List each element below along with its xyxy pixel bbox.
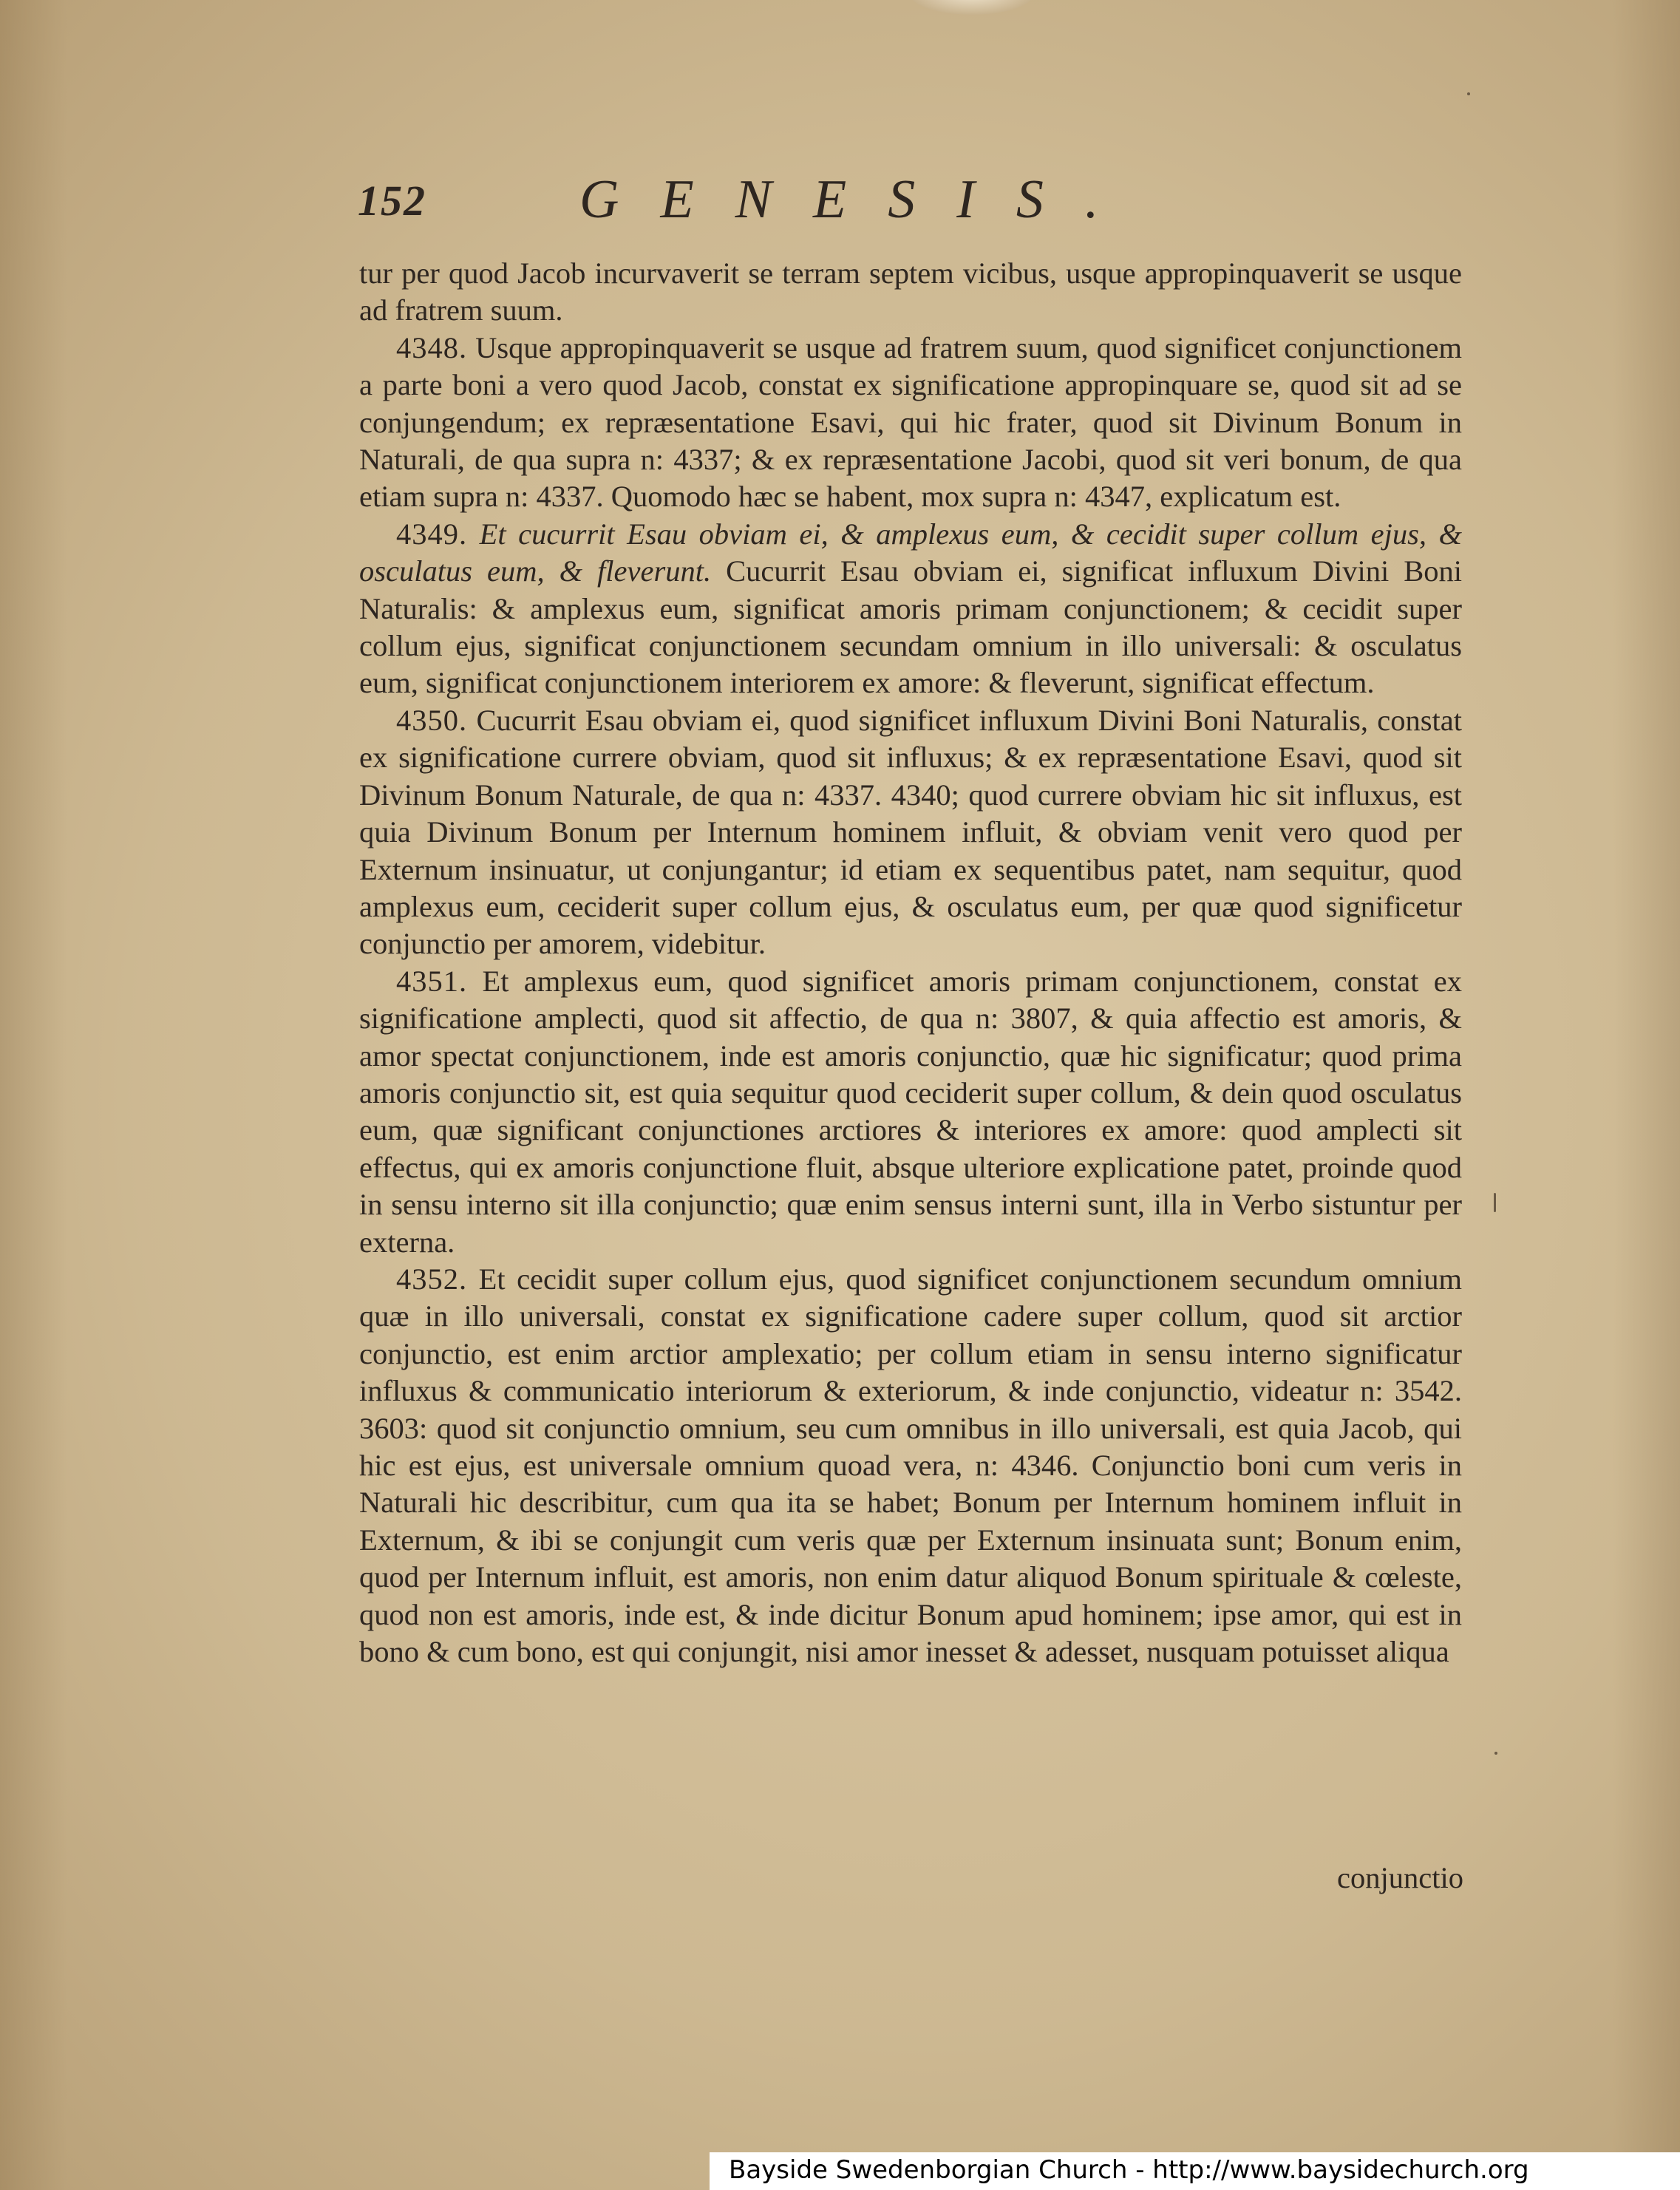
paragraph-4350 [359, 702, 1462, 963]
paragraph-number: 4349. [396, 517, 468, 551]
paragraph-number: 4350. [396, 703, 468, 737]
paragraph-text: Cucurrit Esau obviam ei, significat influxum Divini Boni Naturalis: & amplexus eum, significat amoris primam conjunctionem; & cecidit super collum ejus, significat conjunctionem secundam omnium in illo universali: & osculatus eum, significat conjunctionem interiorem ex amore: & fleverunt, significat effectum. [359, 554, 1462, 700]
paragraph-4351 [359, 963, 1462, 1261]
paragraph-text: Cucurrit Esau obviam ei, quod significet influxum Divini Boni Naturalis, constat ex significatione currere obviam, quod sit influxus; & ex repræsentatione Esavi, quod sit Divinum Bonum Naturale, de qua n: 4337. 4340; quod currere obviam hic sit influxus, est quia Divinum Bonum per Internum hominem influit, & obviam venit vero quod per Externum insinuatur, ut conjungantur; id etiam ex sequentibus patet, nam sequitur, quod amplexus eum, ceciderit super collum ejus, & osculatus eum, per quæ quod significetur conjunctio per amorem, videbitur. [359, 703, 1462, 961]
paper-stain [909, 0, 1035, 15]
catchword: conjunctio [1337, 1861, 1463, 1894]
paragraph-number: 4352. [396, 1262, 468, 1296]
paragraph-4349 [359, 516, 1462, 702]
paragraph-text: tur per quod Jacob incurvaverit se terram septem vicibus, usque appropinquaverit se usque ad fratrem suum. [359, 256, 1462, 327]
page-number: 152 [358, 177, 426, 225]
paragraph-4348 [359, 330, 1462, 516]
paragraph-continuation [359, 255, 1462, 330]
running-title: GENESIS. [579, 169, 1140, 230]
scripture-quotation: Et cucurrit Esau obviam ei, & amplexus eum, & cecidit super collum ejus, & osculatus eum, & fleverunt. [359, 517, 1463, 588]
paper-speck [1494, 1193, 1496, 1212]
footer-credit: Bayside Swedenborgian Church - http://www.baysidechurch.org [729, 2155, 1529, 2185]
paragraph-number: 4351. [396, 964, 468, 998]
paragraph-4352 [359, 1261, 1462, 1670]
body-text [359, 255, 1462, 1670]
paragraph-text: Et cecidit super collum ejus, quod significet conjunctionem secundum omnium quæ in illo universali, constat ex significatione cadere super collum, quod sit arctior conjunctio, est enim arctior amplexatio; per collum etiam in sensu interno significatur influxus & communicatio interiorum & exteriorum, & inde conjunctio, videatur n: 3542. 3603: quod sit conjunctio omnium, seu cum omnibus in illo universali, est quia Jacob, qui hic est ejus, est universale omnium quoad vera, n: 4346. Conjunctio boni cum veris in Naturali hic describitur, cum qua ita se habet; Bonum per Internum hominem influit in Externum, & ibi se conjungit cum veris quæ per Externum insinuata sunt; Bonum enim, quod per Internum influit, est amoris, non enim datur aliquod Bonum spirituale & cœleste, quod non est amoris, inde est, & inde dicitur Bonum apud hominem; ipse amor, qui est in bono & cum bono, est qui conjungit, nisi amor inesset & adesset, nusquam potuisset aliqua [359, 1262, 1462, 1669]
paragraph-number: 4348. [396, 330, 468, 364]
page-header [358, 169, 1348, 235]
paragraph-text: Usque appropinquaverit se usque ad fratrem suum, quod significet conjunctionem a parte boni a vero quod Jacob, constat ex significatione appropinquare se, quod sit ad se conjungendum; ex repræsentatione Esavi, qui hic frater, quod sit Divinum Bonum in Naturali, de qua supra n: 4337; & ex repræsentatione Jacobi, quod sit veri bonum, de qua etiam supra n: 4337. Quomodo hæc se habent, mox supra n: 4347, explicatum est. [359, 330, 1462, 514]
paper-speck [1467, 92, 1470, 95]
paragraph-text: Et amplexus eum, quod significet amoris primam conjunctionem, constat ex significatione amplecti, quod sit affectio, de qua n: 3807, & quia affectio est amoris, & amor spectat conjunctionem, inde est amoris conjunctio, quæ hic significatur; quod prima amoris conjunctio sit, est quia sequitur quod ceciderit super collum, & dein quod osculatus eum, quæ significant conjunctiones arctiores & interiores ex amore: quod amplecti sit effectus, qui ex amoris conjunctione fluit, absque ulteriore explicatione patet, proinde quod in sensu interno sit illa conjunctio; quæ enim sensus interni sunt, illa in Verbo sistuntur per externa. [359, 964, 1463, 1259]
paper-speck [1494, 1752, 1497, 1755]
